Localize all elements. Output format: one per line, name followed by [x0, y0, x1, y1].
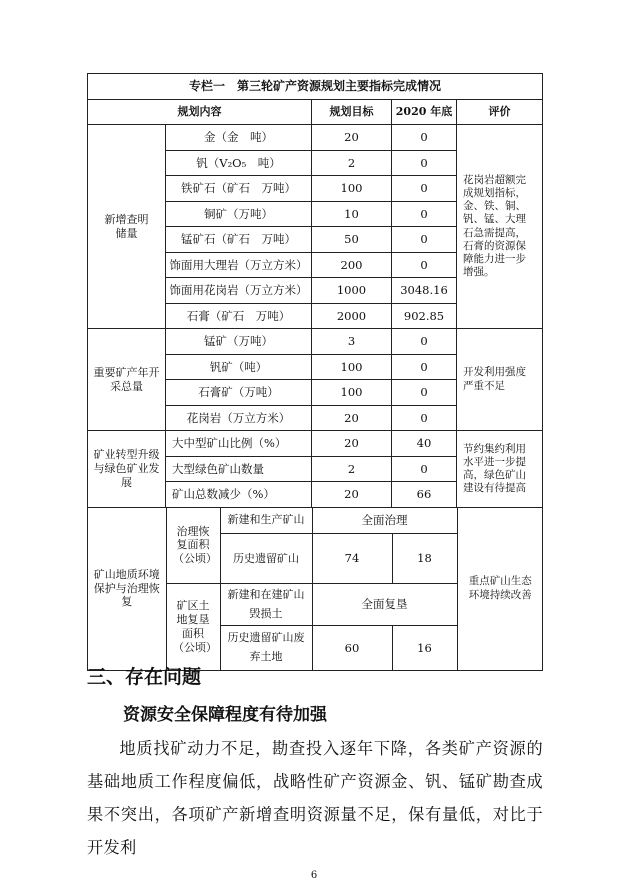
actual-cell: 0: [392, 405, 457, 431]
target-cell: 20: [312, 482, 392, 508]
actual-cell: 0: [392, 456, 457, 482]
target-cell: 3: [312, 329, 392, 355]
evaluation-cell: 花岗岩超额完成规划指标，金、铁、铜、钒、锰、大理石急需提高，石膏的资源保障能力进一步增强。: [457, 125, 543, 329]
sub-label: 治理恢复面积（公顷）: [173, 524, 217, 566]
actual-cell: 16: [392, 626, 457, 670]
target-cell: 100: [312, 354, 392, 380]
item-cell: [220, 626, 312, 670]
indicator-table: [87, 73, 543, 671]
item-cell: 钒矿（吨）: [166, 354, 312, 380]
category-label: 重要矿产年开采总量: [93, 365, 160, 393]
subsection-heading: 资源安全保障程度有待加强: [123, 705, 327, 725]
actual-cell: 902.85: [392, 303, 457, 329]
item-cell: 金（金 吨）: [166, 125, 312, 151]
table-row: [88, 431, 543, 457]
page-number: 6: [310, 870, 318, 881]
target-cell: 50: [312, 227, 392, 253]
item-cell: 饰面用大理岩（万立方米）: [166, 252, 312, 278]
header-evaluation: 评价: [457, 100, 543, 125]
category-label: 新增查明储量: [104, 212, 149, 240]
item-cell: 锰矿石（矿石 万吨）: [166, 227, 312, 253]
header-content: 规划内容: [88, 100, 312, 125]
actual-cell: 0: [392, 150, 457, 176]
actual-cell: 0: [392, 227, 457, 253]
item-cell: 饰面用花岗岩（万立方米）: [166, 278, 312, 304]
target-cell: 2000: [312, 303, 392, 329]
item-label: 历史遗留矿山废弃土地: [227, 631, 305, 663]
merged-value-cell: 全面复垦: [312, 584, 457, 626]
item-cell: 新建和生产矿山: [220, 508, 312, 534]
table-row: [88, 329, 543, 355]
category-cell: [88, 329, 166, 431]
category-label: 矿业转型升级与绿色矿业发展: [93, 448, 160, 489]
item-cell: [220, 584, 312, 626]
item-cell: 钒（V₂O₅ 吨）: [166, 150, 312, 176]
target-cell: 10: [312, 201, 392, 227]
item-cell: 铁矿石（矿石 万吨）: [166, 176, 312, 202]
target-cell: 2: [312, 456, 392, 482]
table-row: [88, 125, 543, 151]
actual-cell: 0: [392, 176, 457, 202]
category-cell: [88, 431, 166, 508]
target-cell: 2: [312, 150, 392, 176]
header-actual: 2020 年底: [392, 100, 457, 125]
sub-label-cell: [166, 508, 220, 584]
actual-cell: 66: [392, 482, 457, 508]
category-label: 矿山地质环境保护与治理恢复: [93, 567, 160, 609]
category-cell: [88, 125, 166, 329]
merged-value-cell: 全面治理: [312, 508, 457, 534]
item-cell: 石膏矿（万吨）: [166, 380, 312, 406]
actual-cell: 40: [392, 431, 457, 457]
actual-cell: 0: [392, 380, 457, 406]
target-cell: 20: [312, 405, 392, 431]
actual-cell: 0: [392, 201, 457, 227]
item-cell: 花岗岩（万立方米）: [166, 405, 312, 431]
body-paragraph: 地质找矿动力不足，勘查投入逐年下降，各类矿产资源的基础地质工作程度偏低，战略性矿产资源金、钒、锰矿勘查成果不突出，各项矿产新增查明资源量不足，保有量低，对比于开发利: [87, 739, 543, 857]
evaluation-text: 重点矿山生态环境持续改善: [468, 575, 532, 601]
sub-label-cell: [166, 584, 220, 670]
target-cell: 20: [312, 431, 392, 457]
target-cell: 1000: [312, 278, 392, 304]
section-heading: 三、存在问题: [87, 666, 202, 688]
table-title: 专栏一 第三轮矿产资源规划主要指标完成情况: [88, 74, 543, 100]
actual-cell: 0: [392, 252, 457, 278]
target-cell: 200: [312, 252, 392, 278]
actual-cell: 0: [392, 329, 457, 355]
actual-cell: 0: [392, 354, 457, 380]
actual-cell: 0: [392, 125, 457, 151]
target-cell: 74: [312, 534, 392, 584]
actual-cell: 18: [392, 534, 457, 584]
category-cell: [88, 508, 166, 670]
evaluation-cell: 节约集约利用水平进一步提高，绿色矿山建设有待提高: [457, 431, 543, 508]
target-cell: 100: [312, 380, 392, 406]
table-row: [88, 507, 543, 670]
env-subtable: [88, 508, 543, 670]
target-cell: 100: [312, 176, 392, 202]
target-cell: 20: [312, 125, 392, 151]
evaluation-cell: [457, 508, 543, 670]
target-cell: 60: [312, 626, 392, 670]
actual-cell: 3048.16: [392, 278, 457, 304]
evaluation-cell: 开发利用强度严重不足: [457, 329, 543, 431]
header-target: 规划目标: [312, 100, 392, 125]
sub-label: 矿区土地复垦面积（公顷）: [173, 599, 217, 654]
item-cell: 石膏（矿石 万吨）: [166, 303, 312, 329]
item-cell: 历史遗留矿山: [220, 534, 312, 584]
item-cell: 铜矿（万吨）: [166, 201, 312, 227]
item-cell: 锰矿（万吨）: [166, 329, 312, 355]
item-label: 新建和在建矿山毁损土: [227, 587, 305, 620]
item-cell: 大型绿色矿山数量: [166, 456, 312, 482]
item-cell: 大中型矿山比例（%）: [166, 431, 312, 457]
item-cell: 矿山总数减少（%）: [166, 482, 312, 508]
